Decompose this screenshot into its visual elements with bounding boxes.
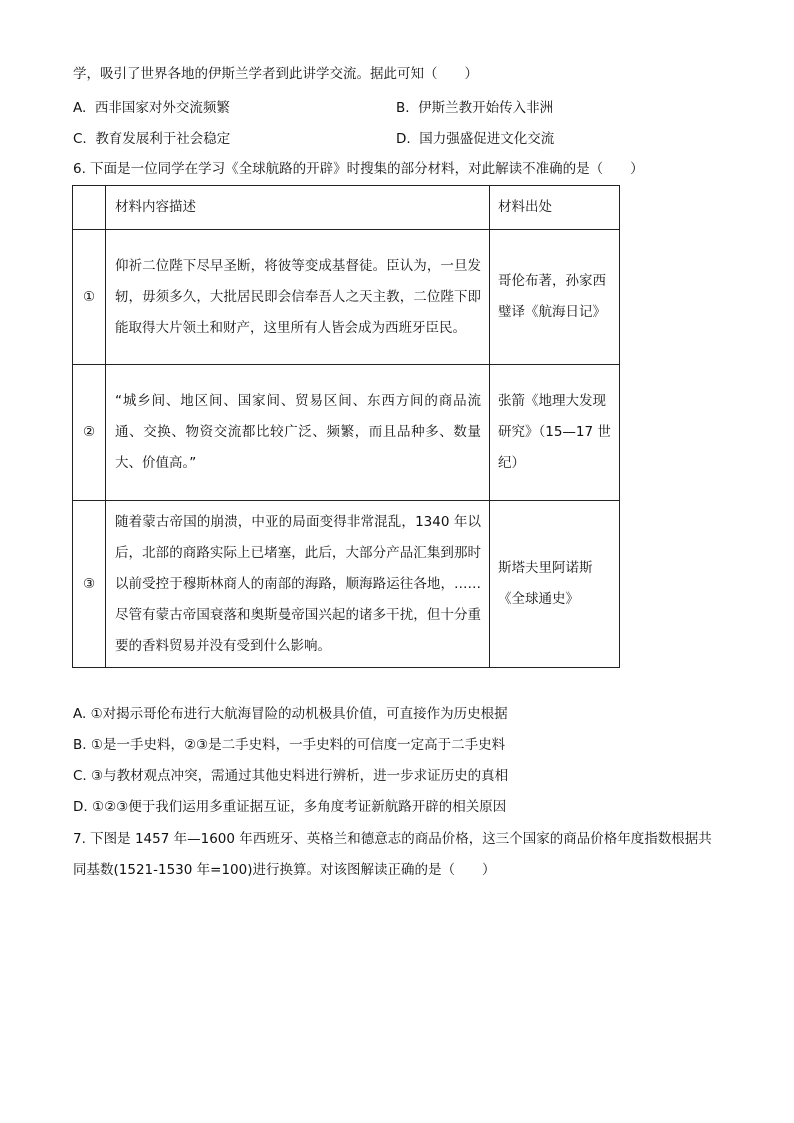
row-content: 仰祈二位陛下尽早圣断，将彼等变成基督徒。臣认为，一旦发轫，毋须多久，大批居民即会信奉吾人之天主教，二位陛下即能取得大片领土和财产，这里所有人皆会成为西班牙臣民。 xyxy=(106,230,490,365)
q7-stem-line1: 7. 下图是 1457 年—1600 年西班牙、英格兰和德意志的商品价格，这三个国家的商品价格年度指数根据共 xyxy=(73,831,712,847)
table-row xyxy=(73,365,620,501)
q5-option-c-text: 教育发展利于社会稳定 xyxy=(95,131,231,147)
table-row xyxy=(73,230,620,365)
q5-option-c-label: C. xyxy=(73,131,87,147)
header-source-cell: 材料出处 xyxy=(490,186,620,230)
q6-option-d: D. ①②③便于我们运用多重证据互证，多角度考证新航路开辟的相关原因 xyxy=(73,799,507,815)
q5-option-d-text: 国力强盛促进文化交流 xyxy=(419,131,555,147)
row-source: 张箭《地理大发现研究》（15—17 世纪） xyxy=(490,365,620,501)
q5-option-b xyxy=(396,98,553,118)
row-content: 随着蒙古帝国的崩溃，中亚的局面变得非常混乱，1340 年以后，北部的商路实际上已堵塞，此后，大部分产品汇集到那时以前受控于穆斯林商人的南部的海路，顺海路运往各地，……尽管有蒙古帝国衰落和奥斯曼帝国兴起的诸多干扰，但十分重要的香料贸易并没有受到什么影响。 xyxy=(106,501,490,668)
q5-stem-tail: 学，吸引了世界各地的伊斯兰学者到此讲学交流。据此可知（ ） xyxy=(73,66,478,82)
materials-table xyxy=(72,185,620,668)
row-content: “城乡间、地区间、国家间、贸易区间、东西方间的商品流通、交换、物资交流都比较广泛、频繁，而且品种多、数量大、价值高。” xyxy=(106,365,490,501)
q6-option-b: B. ①是一手史料，②③是二手史料，一手史料的可信度一定高于二手史料 xyxy=(73,737,506,753)
q5-option-a-label: A. xyxy=(73,100,87,116)
q5-option-c xyxy=(73,129,230,149)
header-content-cell: 材料内容描述 xyxy=(106,186,490,230)
q6-stem: 6. 下面是一位同学在学习《全球航路的开辟》时搜集的部分材料，对此解读不准确的是（ ） xyxy=(73,161,644,177)
row-index: ② xyxy=(73,365,106,501)
table-row xyxy=(73,501,620,668)
q6-option-c: C. ③与教材观点冲突，需通过其他史料进行辨析，进一步求证历史的真相 xyxy=(73,768,509,784)
q5-option-a-text: 西非国家对外交流频繁 xyxy=(94,100,230,116)
row-index: ③ xyxy=(73,501,106,668)
row-source: 斯塔夫里阿诺斯《全球通史》 xyxy=(490,501,620,668)
header-index-cell xyxy=(73,186,106,230)
row-index: ① xyxy=(73,230,106,365)
q5-option-b-label: B. xyxy=(396,100,410,116)
q5-option-a xyxy=(73,98,230,118)
row-source: 哥伦布著，孙家西璧译《航海日记》 xyxy=(490,230,620,365)
q5-option-d xyxy=(396,129,554,149)
q6-option-a: A. ①对揭示哥伦布进行大航海冒险的动机极具价值，可直接作为历史根据 xyxy=(73,706,508,722)
table-header-row xyxy=(73,186,620,230)
q5-option-d-label: D. xyxy=(396,131,411,147)
q5-option-b-text: 伊斯兰教开始传入非洲 xyxy=(418,100,554,116)
q7-stem-line2: 同基数(1521-1530 年=100)进行换算。对该图解读正确的是（ ） xyxy=(73,862,496,878)
